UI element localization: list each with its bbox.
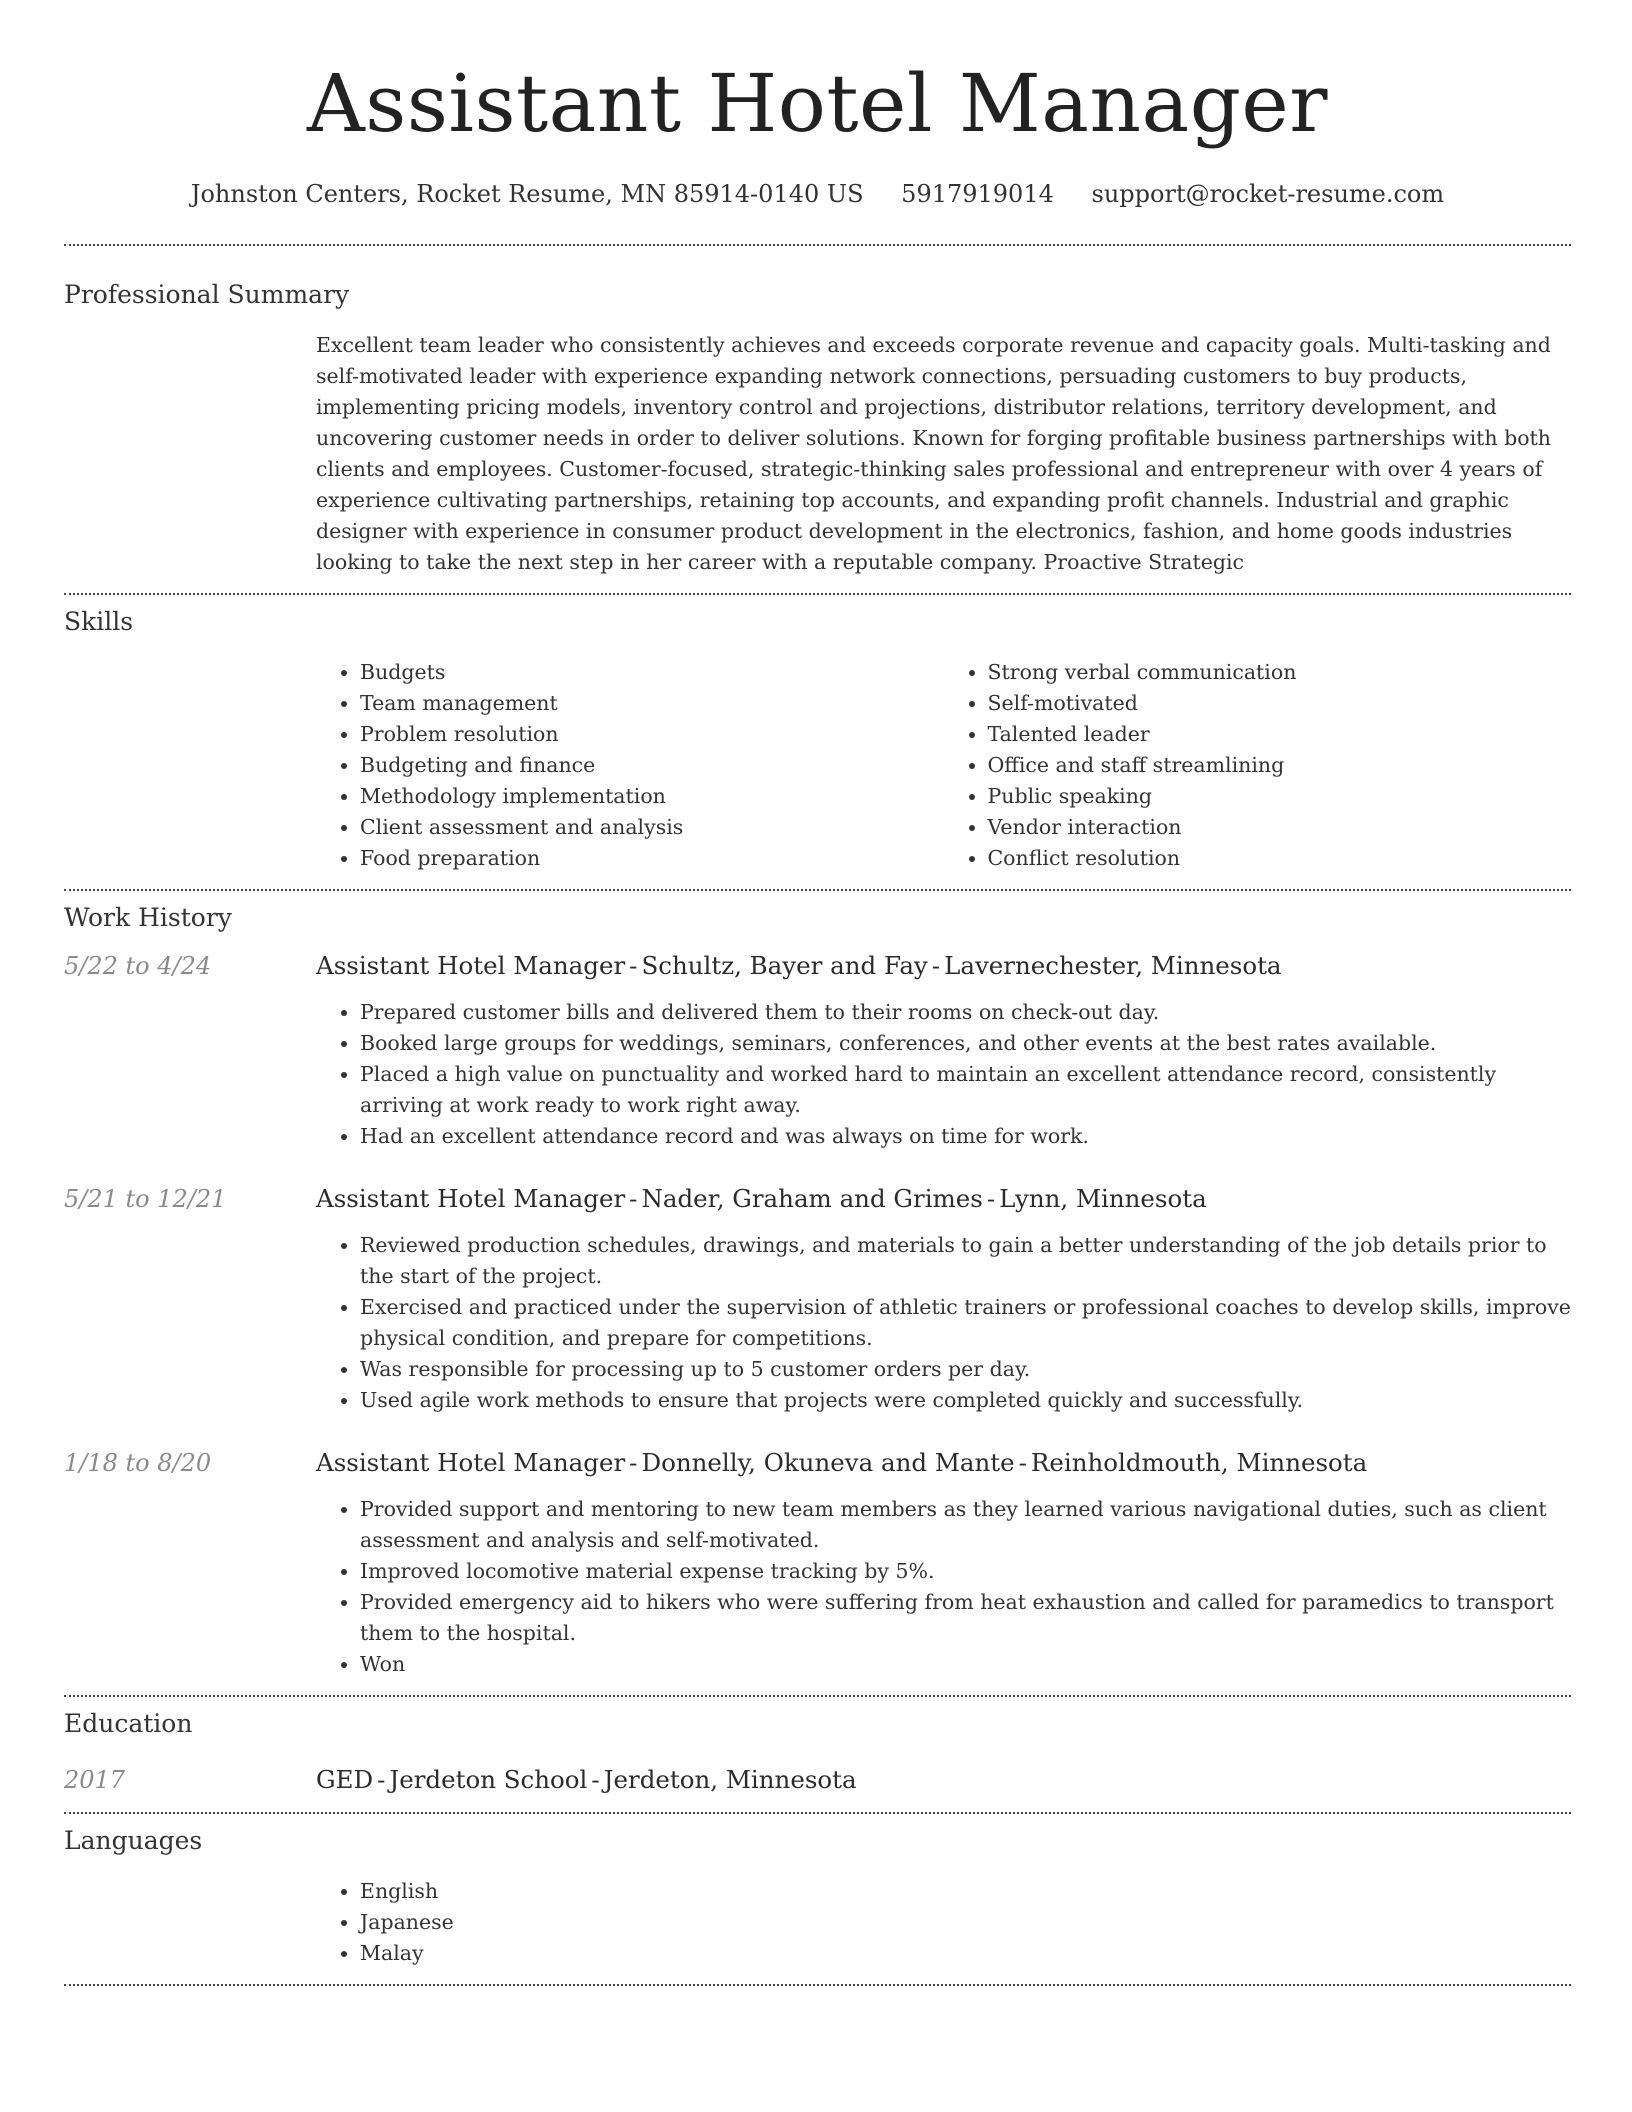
job-company: Nader, Graham and Grimes xyxy=(641,1184,983,1213)
skill-item: • Client assessment and analysis xyxy=(360,812,944,843)
skill-item: • Self-motivated xyxy=(988,688,1572,719)
skill-item: • Problem resolution xyxy=(360,719,944,750)
section-title-work: Work History xyxy=(64,903,232,932)
languages-list xyxy=(316,1876,1571,1969)
separator: - xyxy=(931,951,941,980)
languages-section xyxy=(64,1814,1571,1969)
work-section xyxy=(64,891,1571,1680)
separator: - xyxy=(591,1765,600,1794)
resume-page xyxy=(64,0,1571,1986)
education-school: Jerdeton School xyxy=(389,1765,588,1794)
job-bullets xyxy=(316,1494,1571,1680)
job-date: 5/22 to 4/24 xyxy=(64,952,212,980)
job-location: Reinholdmouth, Minnesota xyxy=(1030,1448,1368,1477)
contact-line xyxy=(64,178,1571,210)
separator: - xyxy=(629,1448,638,1477)
separator: - xyxy=(629,951,638,980)
job-location: Lavernechester, Minnesota xyxy=(944,951,1282,980)
education-location: Jerdeton, Minnesota xyxy=(603,1765,857,1794)
job-title xyxy=(316,1446,1571,1480)
skill-item: • Conflict resolution xyxy=(988,843,1572,874)
section-title-languages: Languages xyxy=(64,1826,203,1855)
education-title xyxy=(316,1763,1571,1797)
job-entry xyxy=(64,1182,1571,1416)
job-title xyxy=(316,949,1571,983)
skill-item: • Budgets xyxy=(360,657,944,688)
job-entry xyxy=(64,949,1571,1152)
job-bullet: • Booked large groups for weddings, seminars, conferences, and other events at the best rates available. xyxy=(360,1028,1571,1059)
job-bullet: • Had an excellent attendance record and was always on time for work. xyxy=(360,1121,1571,1152)
job-bullet: • Used agile work methods to ensure that projects were completed quickly and successfully. xyxy=(360,1385,1571,1416)
separator: - xyxy=(377,1765,386,1794)
job-bullet: • Provided emergency aid to hikers who were suffering from heat exhaustion and called for paramedics to transport them to the hospital. xyxy=(360,1587,1571,1649)
skill-item: • Food preparation xyxy=(360,843,944,874)
job-location: Lynn, Minnesota xyxy=(999,1184,1207,1213)
education-date: 2017 xyxy=(64,1766,126,1794)
skill-item: • Budgeting and finance xyxy=(360,750,944,781)
skills-list-left xyxy=(316,657,944,874)
contact-email: support@rocket-resume.com xyxy=(1091,180,1445,208)
skill-item: • Talented leader xyxy=(988,719,1572,750)
job-date: 1/18 to 8/20 xyxy=(64,1449,212,1477)
job-date: 5/21 to 12/21 xyxy=(64,1185,227,1213)
job-role: Assistant Hotel Manager xyxy=(316,1448,626,1477)
job-bullet: • Exercised and practiced under the supervision of athletic trainers or professional coaches to develop skills, improve physical condition, and prepare for competitions. xyxy=(360,1292,1571,1354)
divider xyxy=(64,1984,1571,1986)
contact-address: Johnston Centers, Rocket Resume, MN 85914-0140 US xyxy=(190,180,864,208)
separator: - xyxy=(1018,1448,1027,1477)
skill-item: • Team management xyxy=(360,688,944,719)
skills-section xyxy=(64,595,1571,874)
job-title xyxy=(316,1182,1571,1216)
language-item: • Japanese xyxy=(360,1907,1571,1938)
job-bullet: • Won xyxy=(360,1649,1571,1680)
job-company: Donnelly, Okuneva and Mante xyxy=(641,1448,1015,1477)
job-bullet: • Reviewed production schedules, drawings, and materials to gain a better understanding of the job details prior to the start of the project. xyxy=(360,1230,1571,1292)
job-bullet: • Was responsible for processing up to 5 customer orders per day. xyxy=(360,1354,1571,1385)
separator: - xyxy=(629,1184,638,1213)
skill-item: • Vendor interaction xyxy=(988,812,1572,843)
job-bullets xyxy=(316,1230,1571,1416)
skills-list-right xyxy=(944,657,1572,874)
job-bullet: • Placed a high value on punctuality and worked hard to maintain an excellent attendance record, consistently arriving at work ready to work right away. xyxy=(360,1059,1571,1121)
job-bullet: • Provided support and mentoring to new team members as they learned various navigational duties, such as client assessment and analysis and self-motivated. xyxy=(360,1494,1571,1556)
job-bullets xyxy=(316,997,1571,1152)
contact-phone: 5917919014 xyxy=(901,180,1054,208)
skill-item: • Public speaking xyxy=(988,781,1572,812)
job-bullet: • Improved locomotive material expense tracking by 5%. xyxy=(360,1556,1571,1587)
skill-item: • Strong verbal communication xyxy=(988,657,1572,688)
summary-section xyxy=(64,246,1571,578)
section-title-summary: Professional Summary xyxy=(64,280,350,309)
section-title-skills: Skills xyxy=(64,607,134,636)
language-item: • Malay xyxy=(360,1938,1571,1969)
section-title-education: Education xyxy=(64,1709,193,1738)
candidate-name: Assistant Hotel Manager xyxy=(306,57,1329,150)
job-entry xyxy=(64,1446,1571,1680)
skill-item: • Methodology implementation xyxy=(360,781,944,812)
education-entry xyxy=(64,1763,1571,1797)
job-role: Assistant Hotel Manager xyxy=(316,1184,626,1213)
job-company: Schultz, Bayer and Fay xyxy=(641,951,928,980)
job-bullet: • Prepared customer bills and delivered them to their rooms on check-out day. xyxy=(360,997,1571,1028)
job-role: Assistant Hotel Manager xyxy=(316,951,626,980)
skill-item: • Office and staff streamlining xyxy=(988,750,1572,781)
summary-text: Excellent team leader who consistently achieves and exceeds corporate revenue and capacity goals. Multi-tasking and self-motivated leader with experience expanding network connections, persuading customers to buy products, implementing pricing models, inventory control and projections, distributor relations, territory development, and uncovering customer needs in order to deliver solutions. Known for forging profitable business partnerships with both clients and employees. Customer-focused, strategic-thinking sales professional and entrepreneur with over 4 years of experience cultivating partnerships, retaining top accounts, and expanding profit channels. Industrial and graphic designer with experience in consumer product development in the electronics, fashion, and home goods industries looking to take the next step in her career with a reputable company. Proactive Strategic xyxy=(316,333,1551,574)
language-item: • English xyxy=(360,1876,1571,1907)
education-section xyxy=(64,1697,1571,1797)
education-degree: GED xyxy=(316,1765,374,1794)
separator: - xyxy=(986,1184,996,1213)
